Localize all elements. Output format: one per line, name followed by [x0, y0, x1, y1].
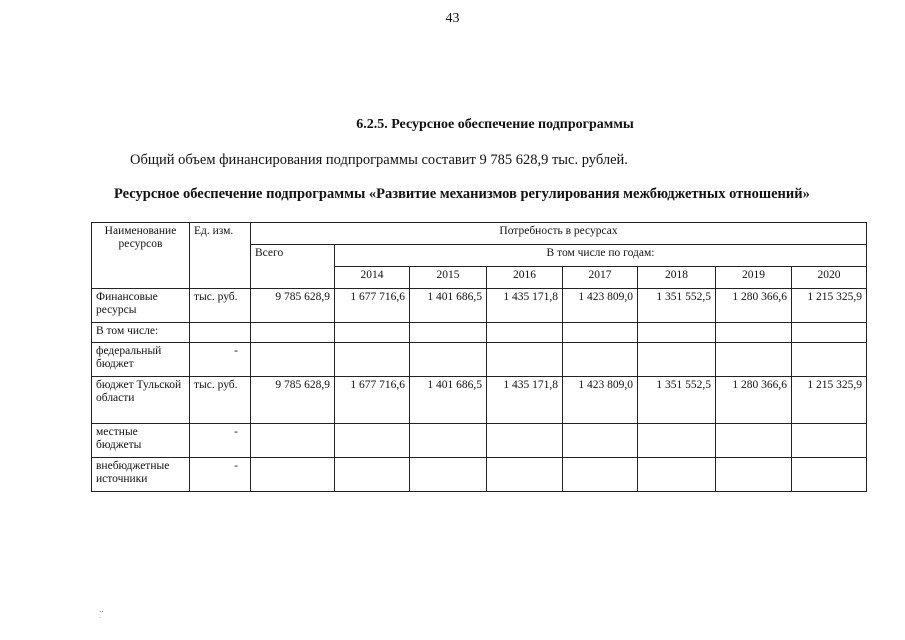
- table-row: [92, 377, 867, 424]
- header-total: Всего: [251, 245, 335, 289]
- row-total: [251, 343, 335, 377]
- row-value: [563, 424, 638, 458]
- row-value: 1 280 366,6: [716, 289, 792, 323]
- header-unit: Ед. изм.: [190, 223, 251, 289]
- row-value: [638, 458, 716, 492]
- row-value: [487, 458, 563, 492]
- row-value: [638, 424, 716, 458]
- table-row: [92, 323, 867, 343]
- row-name: федеральный бюджет: [92, 343, 190, 377]
- row-unit: -: [190, 458, 251, 492]
- year-header: 2019: [716, 267, 792, 289]
- row-value: [487, 343, 563, 377]
- row-value: [716, 424, 792, 458]
- row-total: [251, 424, 335, 458]
- table-row: [92, 458, 867, 492]
- row-value: 1 215 325,9: [792, 289, 867, 323]
- row-unit: тыс. руб.: [190, 289, 251, 323]
- row-value: 1 423 809,0: [563, 377, 638, 424]
- row-value: 1 351 552,5: [638, 377, 716, 424]
- row-value: [410, 343, 487, 377]
- row-unit: [190, 323, 251, 343]
- year-header: 2017: [563, 267, 638, 289]
- row-value: [410, 424, 487, 458]
- row-value: 1 435 171,8: [487, 289, 563, 323]
- row-value: [563, 323, 638, 343]
- row-value: 1 677 716,6: [335, 289, 410, 323]
- row-value: [563, 458, 638, 492]
- row-total: [251, 323, 335, 343]
- row-value: [716, 323, 792, 343]
- row-value: 1 423 809,0: [563, 289, 638, 323]
- table-row: [92, 289, 867, 323]
- row-value: [410, 323, 487, 343]
- header-resource-name: Наименование ресурсов: [92, 223, 190, 289]
- row-unit: -: [190, 343, 251, 377]
- row-name: Финансовые ресурсы: [92, 289, 190, 323]
- row-value: [716, 458, 792, 492]
- row-value: 1 677 716,6: [335, 377, 410, 424]
- scan-artifact-mark: ˙: [99, 616, 102, 624]
- header-need: Потребность в ресурсах: [251, 223, 867, 245]
- row-value: 1 401 686,5: [410, 377, 487, 424]
- row-name: бюджет Тульской области: [92, 377, 190, 424]
- row-value: [792, 458, 867, 492]
- row-total: 9 785 628,9: [251, 377, 335, 424]
- row-value: [716, 343, 792, 377]
- row-value: 1 401 686,5: [410, 289, 487, 323]
- year-header: 2020: [792, 267, 867, 289]
- row-value: [563, 343, 638, 377]
- table-row: [92, 424, 867, 458]
- table-title: Ресурсное обеспечение подпрограммы «Развитие механизмов регулирования межбюджетных отношений»: [114, 186, 810, 202]
- intro-text: Общий объем финансирования подпрограммы составит 9 785 628,9 тыс. рублей.: [130, 152, 628, 168]
- row-value: 1 351 552,5: [638, 289, 716, 323]
- row-value: [335, 424, 410, 458]
- row-unit: тыс. руб.: [190, 377, 251, 424]
- row-value: 1 280 366,6: [716, 377, 792, 424]
- row-name: внебюджетные источники: [92, 458, 190, 492]
- row-name: В том числе:: [92, 323, 190, 343]
- page-number: 43: [445, 11, 460, 26]
- row-value: [487, 424, 563, 458]
- resources-table: [91, 222, 867, 492]
- section-title: 6.2.5. Ресурсное обеспечение подпрограммы: [356, 117, 634, 132]
- year-header: 2015: [410, 267, 487, 289]
- row-value: [335, 323, 410, 343]
- row-name: местные бюджеты: [92, 424, 190, 458]
- row-value: [792, 343, 867, 377]
- row-total: 9 785 628,9: [251, 289, 335, 323]
- year-header: 2018: [638, 267, 716, 289]
- row-value: [792, 424, 867, 458]
- year-header: 2014: [335, 267, 410, 289]
- row-value: [410, 458, 487, 492]
- row-unit: -: [190, 424, 251, 458]
- row-value: [638, 323, 716, 343]
- row-value: [638, 343, 716, 377]
- row-value: 1 435 171,8: [487, 377, 563, 424]
- year-header: 2016: [487, 267, 563, 289]
- row-value: [335, 458, 410, 492]
- scan-artifact-mark: ‥: [99, 606, 104, 614]
- table-row: [92, 343, 867, 377]
- row-total: [251, 458, 335, 492]
- row-value: [792, 323, 867, 343]
- row-value: [487, 323, 563, 343]
- row-value: [335, 343, 410, 377]
- header-by-years: В том числе по годам:: [335, 245, 867, 267]
- row-value: 1 215 325,9: [792, 377, 867, 424]
